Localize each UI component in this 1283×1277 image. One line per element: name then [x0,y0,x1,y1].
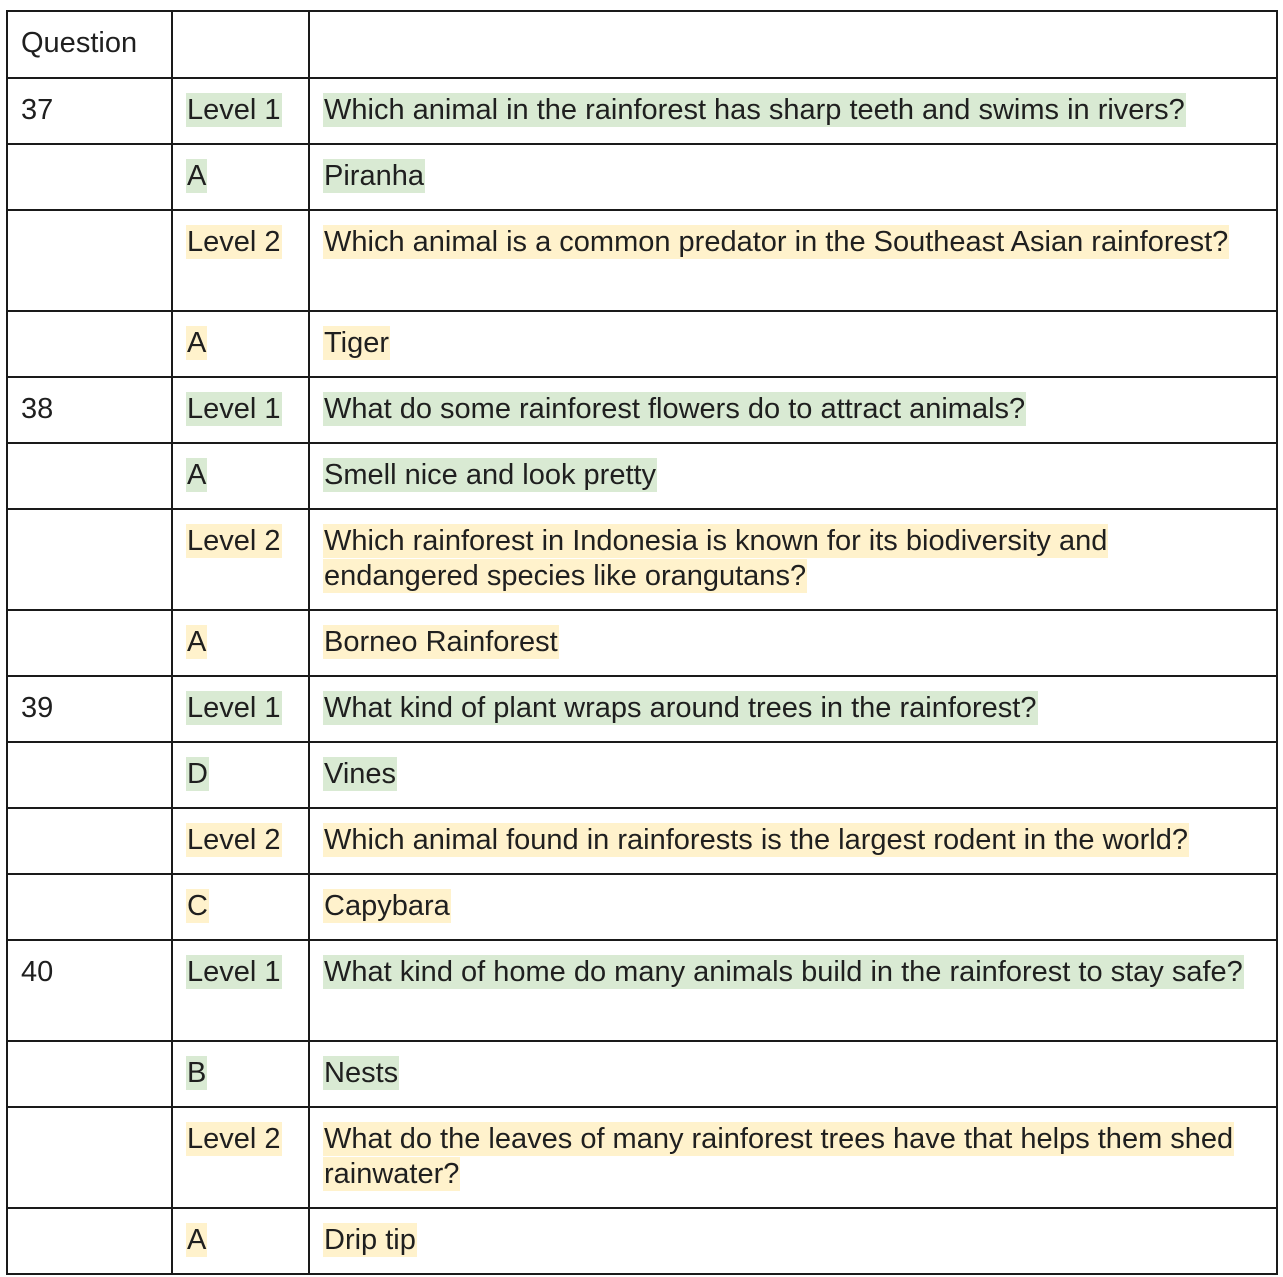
row-text: Which animal found in rainforests is the largest rodent in the world? [324,824,1188,856]
table-row [7,1041,1277,1107]
quiz-table-body [7,11,1277,1274]
question-number-cell [7,78,172,144]
question-number-cell [7,610,172,676]
question-number: 38 [21,393,54,425]
row-text: Drip tip [324,1224,416,1256]
row-label: Level 1 [187,393,281,425]
row-text-cell [309,610,1277,676]
table-row [7,808,1277,874]
row-label: A [187,459,207,491]
row-text-cell [309,144,1277,210]
question-number-cell [7,808,172,874]
question-number-cell [7,1208,172,1274]
row-label-cell [172,808,309,874]
row-label-cell [172,1107,309,1208]
header-blank-cell [172,11,309,78]
question-number-cell [7,940,172,1041]
row-label-cell [172,676,309,742]
quiz-table [6,10,1278,1275]
question-number-cell [7,210,172,311]
row-label-cell [172,78,309,144]
table-row [7,377,1277,443]
table-row [7,1208,1277,1274]
table-row [7,676,1277,742]
row-text-cell [309,210,1277,311]
question-number-cell [7,509,172,610]
question-number-cell [7,676,172,742]
row-label: Level 2 [187,525,281,557]
row-label: Level 2 [187,1123,281,1155]
row-label-cell [172,874,309,940]
question-number-cell [7,377,172,443]
row-text-cell [309,874,1277,940]
row-text: Piranha [324,160,424,192]
header-question-label: Question [21,27,138,59]
row-label: Level 1 [187,956,281,988]
question-number: 37 [21,94,54,126]
question-number-cell [7,874,172,940]
row-label: B [187,1057,207,1089]
row-label-cell [172,377,309,443]
row-label-cell [172,940,309,1041]
header-question-cell [7,11,172,78]
row-text-cell [309,377,1277,443]
row-text: Which animal in the rainforest has sharp teeth and swims in rivers? [324,94,1185,126]
table-row [7,1107,1277,1208]
row-label: C [187,890,208,922]
row-text: What kind of plant wraps around trees in the rainforest? [324,692,1037,724]
row-label-cell [172,443,309,509]
row-text-cell [309,443,1277,509]
table-row [7,78,1277,144]
row-text-cell [309,509,1277,610]
row-label-cell [172,509,309,610]
row-text-cell [309,808,1277,874]
row-text-cell [309,311,1277,377]
header-blank-cell [309,11,1277,78]
row-label: A [187,1224,207,1256]
question-number-cell [7,443,172,509]
question-number-cell [7,1041,172,1107]
row-label: Level 2 [187,824,281,856]
row-label-cell [172,1208,309,1274]
question-number-cell [7,144,172,210]
row-label: D [187,758,208,790]
table-row [7,509,1277,610]
table-row [7,610,1277,676]
row-text: Which animal is a common predator in the Southeast Asian rainforest? [324,226,1229,258]
question-number: 39 [21,692,54,724]
row-text: What do the leaves of many rainforest trees have that helps them shed rainwater? [324,1123,1234,1190]
row-text-cell [309,78,1277,144]
row-label-cell [172,742,309,808]
row-text: Vines [324,758,397,790]
table-row [7,940,1277,1041]
row-label: A [187,160,207,192]
table-row [7,443,1277,509]
row-label-cell [172,210,309,311]
row-label-cell [172,1041,309,1107]
table-row [7,311,1277,377]
row-text-cell [309,1041,1277,1107]
table-row [7,144,1277,210]
table-row [7,874,1277,940]
question-number-cell [7,311,172,377]
row-text: What do some rainforest flowers do to attract animals? [324,393,1026,425]
row-text-cell [309,1208,1277,1274]
question-number-cell [7,742,172,808]
question-number-cell [7,1107,172,1208]
row-text-cell [309,742,1277,808]
row-text: Smell nice and look pretty [324,459,657,491]
row-label: Level 2 [187,226,281,258]
row-text: Borneo Rainforest [324,626,558,658]
header-row [7,11,1277,78]
row-text: What kind of home do many animals build in the rainforest to stay safe? [324,956,1243,988]
row-text-cell [309,1107,1277,1208]
row-text: Tiger [324,327,389,359]
row-text: Capybara [324,890,450,922]
row-label: A [187,327,207,359]
row-text-cell [309,676,1277,742]
row-text-cell [309,940,1277,1041]
table-row [7,742,1277,808]
row-label: Level 1 [187,692,281,724]
row-label-cell [172,144,309,210]
row-text: Nests [324,1057,399,1089]
row-label: Level 1 [187,94,281,126]
row-label: A [187,626,207,658]
row-label-cell [172,610,309,676]
row-text: Which rainforest in Indonesia is known for its biodiversity and endangered species like orangutans? [324,525,1108,592]
table-row [7,210,1277,311]
question-number: 40 [21,956,54,988]
row-label-cell [172,311,309,377]
